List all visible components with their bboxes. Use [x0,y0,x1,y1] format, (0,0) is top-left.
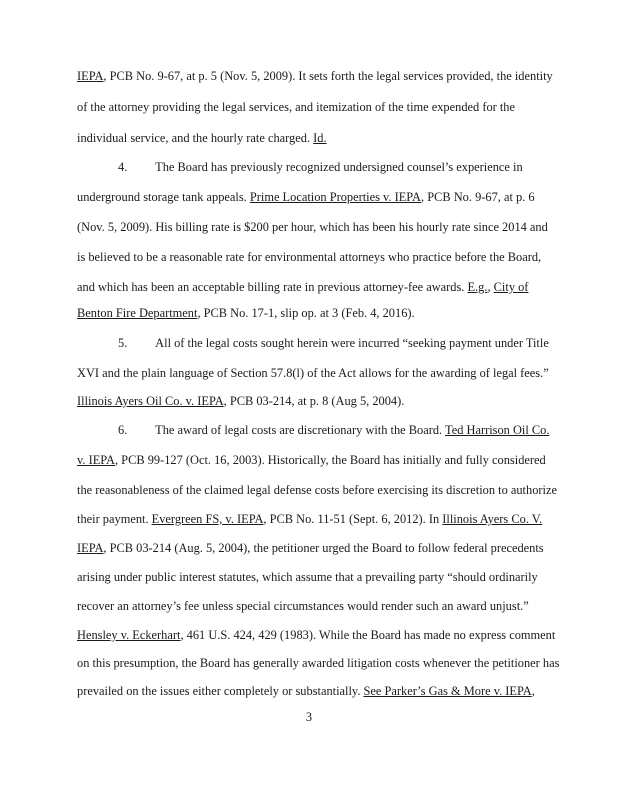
text-line [77,69,553,83]
text-line [77,280,528,294]
citation-text: v. IEPA [77,453,115,467]
body-text: , PCB 03-214 (Aug. 5, 2004), the petitioner urged the Board to follow federal precedents [103,541,544,555]
body-text: , PCB No. 11-51 (Sept. 6, 2012). In [263,512,443,526]
text-line [77,100,515,114]
body-text: , PCB No. 9-67, at p. 6 [421,190,535,204]
body-text: , [531,684,535,698]
citation-text: Hensley v. Eckerhart [77,628,181,642]
paragraph-5-start [118,336,549,350]
paragraph-6-start [118,423,549,437]
body-text: their payment. [77,512,152,526]
text-line [77,131,327,145]
body-text: arising under public interest statutes, which assume that a prevailing party “should ordinarily [77,570,538,584]
text-line [77,541,544,555]
body-text: , PCB No. 17-1, slip op. at 3 (Feb. 4, 2016). [197,306,415,320]
body-text: 6. The award of legal costs are discretionary with the Board. [118,423,445,437]
text-line [77,570,538,584]
text-line [77,656,559,670]
page-number: 3 [305,710,313,724]
citation-text: Prime Location Properties v. IEPA [249,190,422,204]
body-text: of the attorney providing the legal services, and itemization of the time expended for the [77,100,515,114]
citation-text: Ted Harrison Oil Co. [445,423,550,437]
citation-text: City of [493,280,529,294]
body-text: , 461 U.S. 424, 429 (1983). While the Board has made no express comment [180,628,556,642]
text-line [77,250,541,264]
paragraph-4-start [118,160,523,174]
citation-text: See Parker’s Gas & More v. IEPA [363,684,532,698]
text-line [77,394,404,408]
body-text: the reasonableness of the claimed legal defense costs before exercising its discretion to authorize [77,483,557,497]
text-line [77,599,529,613]
text-line [77,366,549,380]
citation-text: Evergreen FS, v. IEPA [151,512,264,526]
citation-text: Illinois Ayers Oil Co. v. IEPA [77,394,224,408]
body-text: on this presumption, the Board has generally awarded litigation costs whenever the petitioner has [77,656,560,670]
text-line [77,512,542,526]
text-line [77,684,535,698]
body-text: is believed to be a reasonable rate for environmental attorneys who practice before the Board, [77,250,542,264]
body-text: 5. All of the legal costs sought herein were incurred “seeking payment under Title [118,336,549,350]
citation-text: IEPA [77,541,104,555]
body-text: underground storage tank appeals. [77,190,250,204]
body-text: , [487,280,494,294]
citation-text: IEPA [77,69,104,83]
text-line [77,628,555,642]
body-text: XVI and the plain language of Section 57.8(l) of the Act allows for the awarding of legal fees.” [77,366,549,380]
body-text: individual service, and the hourly rate charged. [77,131,314,145]
text-line [77,190,535,204]
text-line [77,483,557,497]
body-text: , PCB 99-127 (Oct. 16, 2003). Historically, the Board has initially and fully considered [114,453,546,467]
text-line [77,306,415,320]
body-text: , PCB No. 9-67, at p. 5 (Nov. 5, 2009). It sets forth the legal services provided, the identity [103,69,553,83]
body-text: prevailed on the issues either completely or substantially. [77,684,364,698]
body-text: , PCB 03-214, at p. 8 (Aug 5, 2004). [223,394,405,408]
citation-text: Id. [313,131,327,145]
body-text: and which has been an acceptable billing rate in previous attorney-fee awards. [77,280,468,294]
text-line [77,220,548,234]
citation-text: Illinois Ayers Co. V. [442,512,543,526]
text-line [77,453,546,467]
citation-text: E.g. [467,280,488,294]
body-text: (Nov. 5, 2009). His billing rate is $200 per hour, which has been his hourly rate since 2014 and [77,220,548,234]
body-text: recover an attorney’s fee unless special circumstances would render such an award unjust.” [77,599,529,613]
citation-text: Benton Fire Department [77,306,198,320]
body-text: 4. The Board has previously recognized undersigned counsel’s experience in [118,160,523,174]
